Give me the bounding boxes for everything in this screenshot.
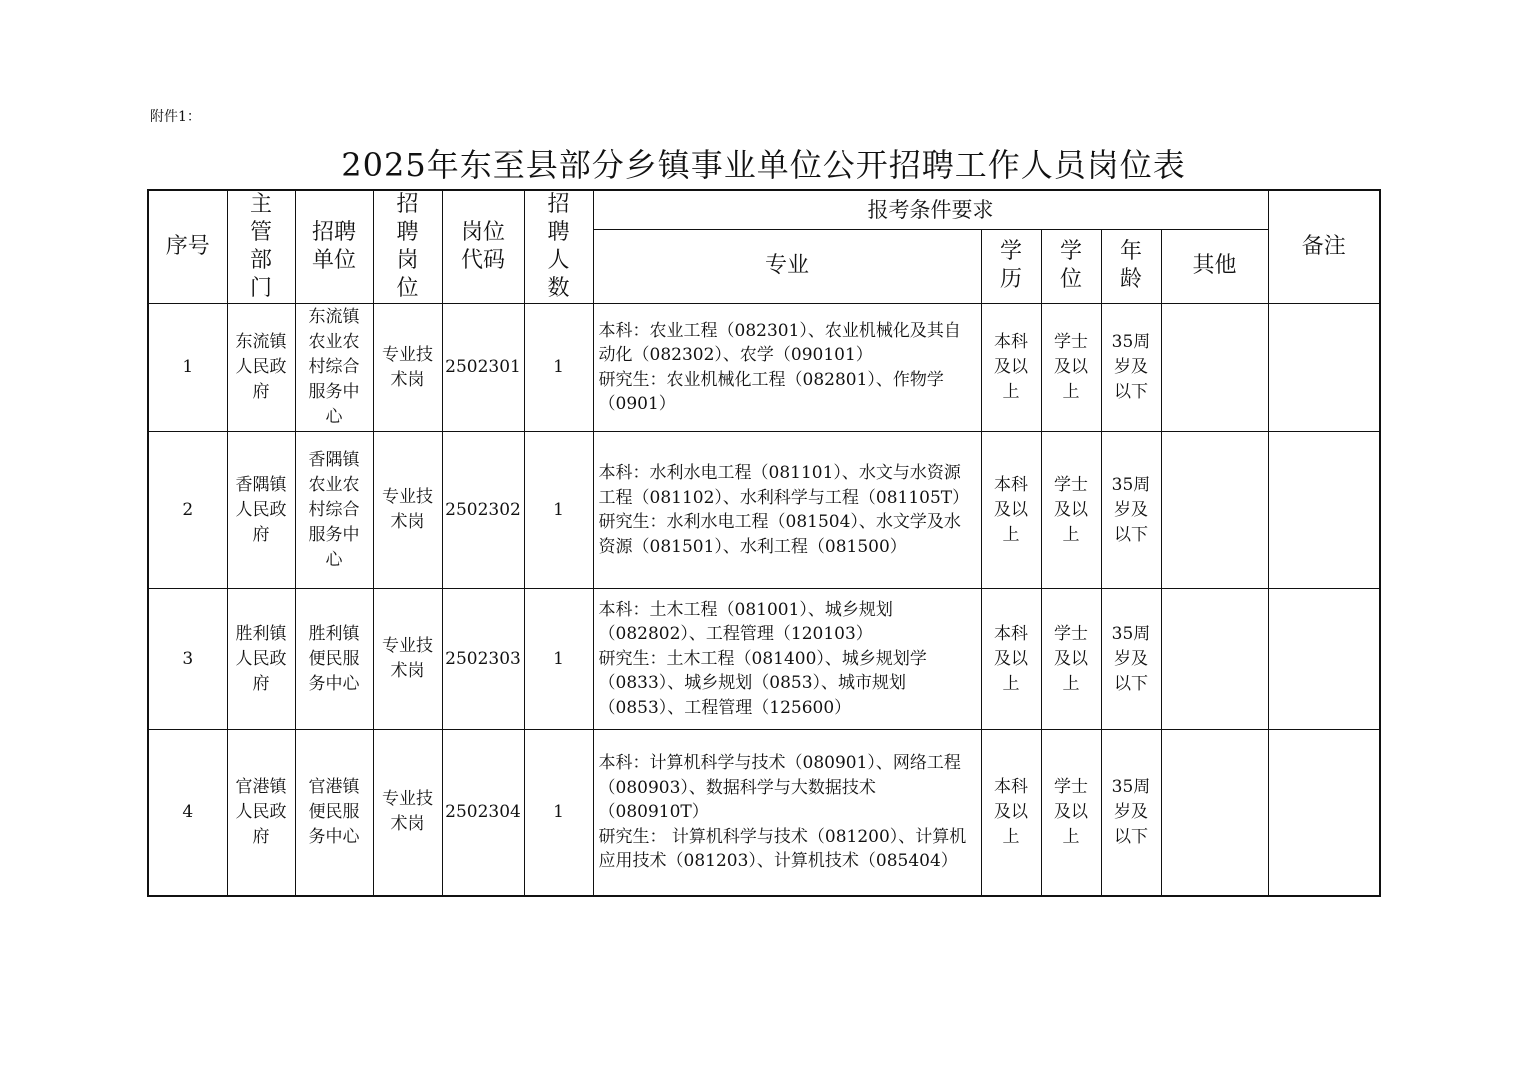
cell-unit: 东流镇农业农村综合服务中心 (295, 304, 373, 432)
cell-education: 本科及以上 (981, 589, 1041, 730)
cell-code: 2502304 (442, 730, 524, 896)
cell-dept: 官港镇人民政府 (227, 730, 295, 896)
header-count: 招聘人数 (524, 190, 593, 304)
cell-major (593, 304, 981, 432)
header-dept: 主管部门 (227, 190, 295, 304)
cell-major (593, 432, 981, 589)
cell-remarks (1268, 432, 1380, 589)
header-seq: 序号 (148, 190, 227, 304)
cell-age: 35周岁及以下 (1101, 589, 1161, 730)
table-row (148, 304, 1380, 432)
header-education: 学历 (981, 229, 1041, 303)
major-undergrad: 本科：水利水电工程（081101）、水文与水资源工程（081102）、水利科学与工程（081105T） (598, 463, 970, 508)
attachment-label: 附件1： (150, 109, 201, 125)
cell-education: 本科及以上 (981, 730, 1041, 896)
header-requirements: 报考条件要求 (593, 190, 1268, 229)
cell-age: 35周岁及以下 (1101, 432, 1161, 589)
cell-remarks (1268, 589, 1380, 730)
cell-post: 专业技术岗 (373, 589, 442, 730)
major-undergrad: 本科：农业工程（082301）、农业机械化及其自动化（082302）、农学（090101） (598, 320, 961, 365)
cell-education: 本科及以上 (981, 304, 1041, 432)
header-other: 其他 (1161, 229, 1268, 303)
cell-remarks (1268, 730, 1380, 896)
cell-code: 2502303 (442, 589, 524, 730)
cell-other (1161, 589, 1268, 730)
cell-degree: 学士及以上 (1041, 589, 1101, 730)
cell-major (593, 730, 981, 896)
major-grad: 研究生： 计算机科学与技术（081200）、计算机应用技术（081203）、计算机技术（085404） (598, 826, 967, 871)
cell-seq: 4 (148, 730, 227, 896)
cell-dept: 香隅镇人民政府 (227, 432, 295, 589)
cell-post: 专业技术岗 (373, 432, 442, 589)
cell-dept: 东流镇人民政府 (227, 304, 295, 432)
major-undergrad: 本科：计算机科学与技术（080901）、网络工程（080903）、数据科学与大数据技术（080910T） (598, 753, 961, 822)
cell-other (1161, 730, 1268, 896)
header-code: 岗位代码 (442, 190, 524, 304)
cell-seq: 3 (148, 589, 227, 730)
cell-other (1161, 432, 1268, 589)
table-row (148, 589, 1380, 730)
major-undergrad: 本科：土木工程（081001）、城乡规划（082802）、工程管理（120103） (598, 599, 893, 645)
recruitment-table (147, 189, 1381, 897)
cell-education: 本科及以上 (981, 432, 1041, 589)
table-row (148, 730, 1380, 896)
header-unit: 招聘单位 (295, 190, 373, 304)
major-grad: 研究生：农业机械化工程（082801）、作物学（0901） (598, 369, 944, 414)
header-age: 年龄 (1101, 229, 1161, 303)
header-remarks: 备注 (1268, 190, 1380, 304)
cell-count: 1 (524, 432, 593, 589)
cell-count: 1 (524, 304, 593, 432)
cell-post: 专业技术岗 (373, 304, 442, 432)
cell-age: 35周岁及以下 (1101, 304, 1161, 432)
major-grad: 研究生：水利水电工程（081504）、水文学及水资源（081501）、水利工程（081500） (598, 512, 961, 557)
cell-degree: 学士及以上 (1041, 432, 1101, 589)
cell-code: 2502302 (442, 432, 524, 589)
cell-seq: 2 (148, 432, 227, 589)
cell-degree: 学士及以上 (1041, 730, 1101, 896)
header-degree: 学位 (1041, 229, 1101, 303)
cell-remarks (1268, 304, 1380, 432)
table-row (148, 432, 1380, 589)
cell-dept: 胜利镇人民政府 (227, 589, 295, 730)
cell-post: 专业技术岗 (373, 730, 442, 896)
header-post: 招聘岗位 (373, 190, 442, 304)
cell-degree: 学士及以上 (1041, 304, 1101, 432)
cell-other (1161, 304, 1268, 432)
cell-unit: 胜利镇便民服务中心 (295, 589, 373, 730)
cell-code: 2502301 (442, 304, 524, 432)
major-grad: 研究生：土木工程（081400）、城乡规划学（0833）、城乡规划（0853）、城市规划（0853）、工程管理（125600） (598, 648, 927, 718)
page-title: 2025年东至县部分乡镇事业单位公开招聘工作人员岗位表 (341, 146, 1186, 184)
cell-seq: 1 (148, 304, 227, 432)
cell-age: 35周岁及以下 (1101, 730, 1161, 896)
header-major: 专业 (593, 229, 981, 303)
cell-unit: 香隅镇农业农村综合服务中心 (295, 432, 373, 589)
cell-unit: 官港镇便民服务中心 (295, 730, 373, 896)
cell-count: 1 (524, 589, 593, 730)
cell-major (593, 589, 981, 730)
cell-count: 1 (524, 730, 593, 896)
